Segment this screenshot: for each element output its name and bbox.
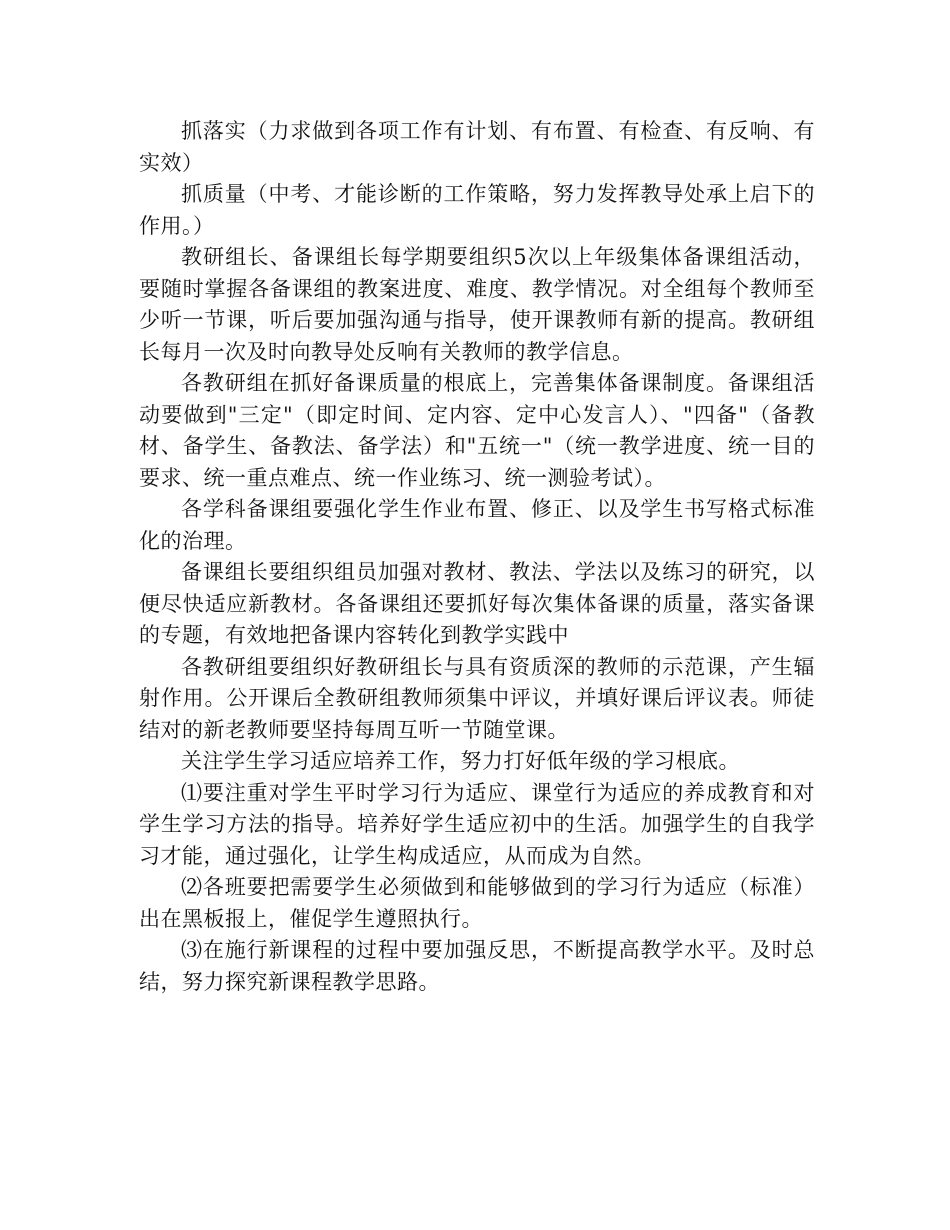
paragraph-quality: 抓质量（中考、才能诊断的工作策略，努力发挥教导处承上启下的作用。） — [139, 182, 815, 238]
paragraph-implementation: 抓落实（力求做到各项工作有计划、有布置、有检查、有反响、有实效） — [139, 119, 815, 175]
list-item-3: ⑶在施行新课程的过程中要加强反思，不断提高教学水平。及时总结，努力探究新课程教学思路。 — [139, 938, 815, 994]
paragraph-homework: 各学科备课组要强化学生作业布置、修正、以及学生书写格式标准化的治理。 — [139, 497, 815, 553]
list-item-1: ⑴要注重对学生平时学习行为适应、课堂行为适应的养成教育和对学生学习方法的指导。培养好学生适应初中的生活。加强学生的自我学习才能，通过强化，让学生构成适应，从而成为自然。 — [139, 780, 815, 868]
paragraph-group-leaders: 教研组长、备课组长每学期要组织5次以上年级集体备课组活动，要随时掌握各备课组的教案进度、难度、教学情况。对全组每个教师至少听一节课，听后要加强沟通与指导，使开课教师有新的提高。教研组长每月一次及时向教导处反响有关教师的教学信息。 — [139, 245, 815, 364]
paragraph-study-habits: 关注学生学习适应培养工作，努力打好低年级的学习根底。 — [181, 749, 740, 773]
paragraph-demo-lessons: 各教研组要组织好教研组长与具有资质深的教师的示范课，产生辐射作用。公开课后全教研组教师须集中评议，并填好课后评议表。师徒结对的新老教师要坚持每周互听一节随堂课。 — [139, 654, 815, 742]
document-page — [139, 116, 815, 998]
paragraph-collective-lesson-prep: 各教研组在抓好备课质量的根底上，完善集体备课制度。备课组活动要做到"三定"（即定时间、定内容、定中心发言人）、"四备"（备教材、备学生、备教法、备学法）和"五统一"（统一教学进度、统一目的要求、统一重点难点、统一作业练习、统一测验考试）。 — [139, 371, 815, 490]
paragraph-textbook-research: 备课组长要组织组员加强对教材、教法、学法以及练习的研究，以便尽快适应新教材。各备课组还要抓好每次集体备课的质量，落实备课的专题，有效地把备课内容转化到教学实践中 — [139, 560, 815, 647]
list-item-2: ⑵各班要把需要学生必须做到和能够做到的学习行为适应（标准）出在黑板报上，催促学生遵照执行。 — [139, 875, 815, 931]
